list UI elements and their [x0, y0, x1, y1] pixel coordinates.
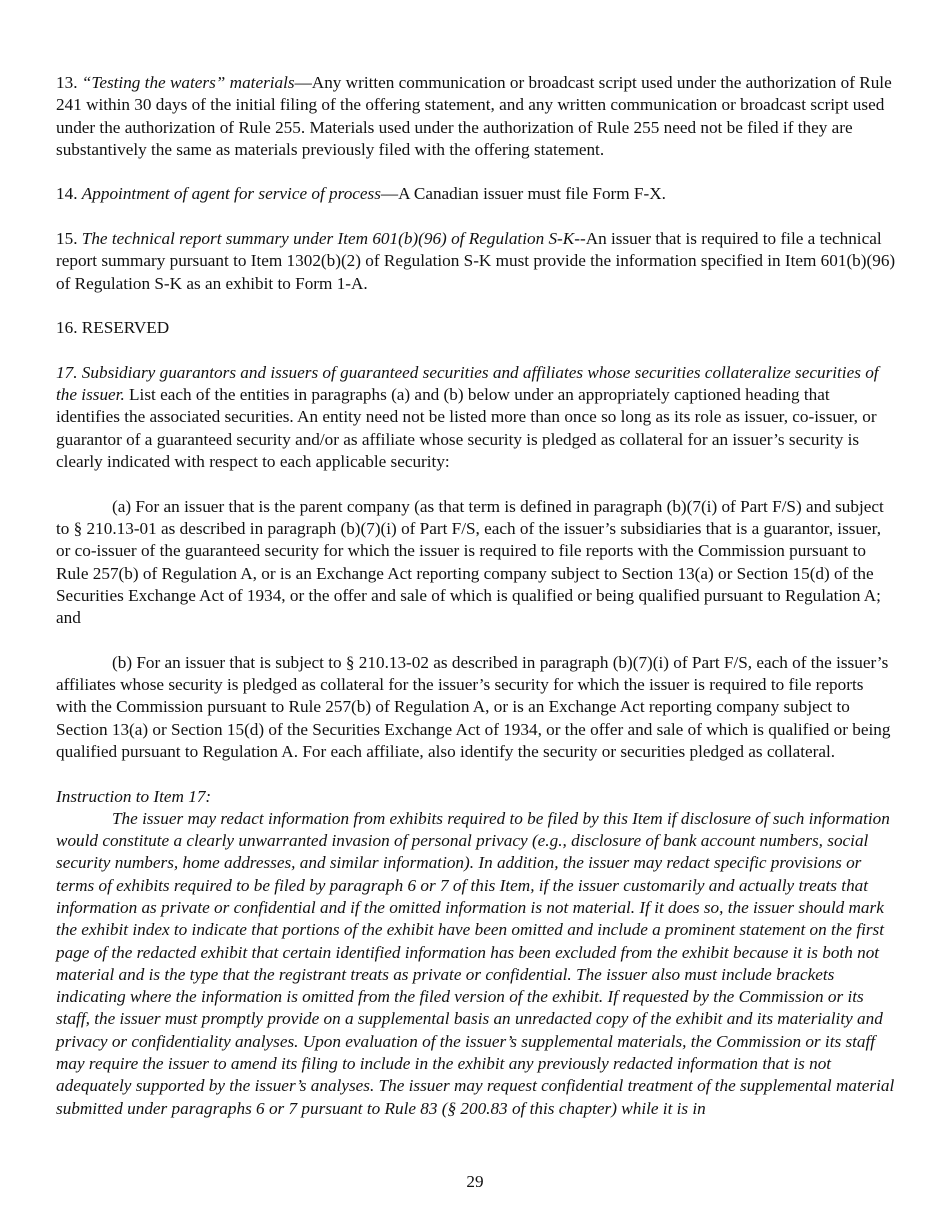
item-15-paragraph	[56, 228, 896, 295]
item-17-text: List each of the entities in paragraphs (a) and (b) below under an appropriately captioned heading that identifies the associated securities. An entity need not be listed more than once so long as its role as issuer, co-issuer, or guarantor of a guaranteed security and/or as affiliate whose security is pledged as collateral for an issuer’s security is clearly indicated with respect to each applicable security:	[56, 385, 877, 472]
item-13-text: —Any written communication or broadcast script used under the authorization of Rule 241 within 30 days of the initial filing of the offering statement, and any written communication or broadcast script used under the authorization of Rule 255. Materials used under the authorization of Rule 255 need not be filed if they are substantively the same as materials previously filed with the offering statement.	[56, 73, 892, 159]
item-13-title: “Testing the waters” materials	[81, 73, 295, 92]
item-15-number: 15.	[56, 229, 82, 249]
instruction-body: The issuer may redact information from exhibits required to be filed by this Item if disclosure of such information would constitute a clearly unwarranted invasion of personal privacy (e.g., disclosure of bank account numbers, social security numbers, home addresses, and similar information). In addition, the issuer may redact specific provisions or terms of exhibits required to be filed by paragraph 6 or 7 of this Item, if the issuer customarily and actually treats that information as private or confidential and if the omitted information is not material. If it does so, the issuer should mark the exhibit index to indicate that portions of the exhibit have been omitted and include a prominent statement on the first page of the redacted exhibit that certain identified information has been excluded from the exhibit because it is both not material and is the type that the registrant treats as private or confidential. The issuer also must include brackets indicating where the information is omitted from the filed version of the exhibit. If requested by the Commission or its staff, the issuer must promptly provide on a supplemental basis an unredacted copy of the exhibit and its materiality and privacy or confidentiality analyses. Upon evaluation of the issuer’s supplemental materials, the Commission or its staff may require the issuer to amend its filing to include in the exhibit any previously redacted information that is not adequately supported by the issuer’s analyses. The issuer may request confidential treatment of the supplemental material submitted under paragraphs 6 or 7 pursuant to Rule 83 (§ 200.83 of this chapter) while it is in	[56, 808, 895, 1118]
instruction-heading: Instruction to Item 17:	[56, 786, 212, 806]
item-16-paragraph: 16. RESERVED	[56, 318, 170, 338]
page-number: 29	[466, 1172, 484, 1191]
item-17-title: 17. Subsidiary guarantors and issuers of guaranteed securities and affiliates whose securities collateralize securities of the issuer.	[56, 362, 879, 405]
item-13-number: 13.	[56, 73, 82, 92]
item-14-text: —A Canadian issuer must file Form F-X.	[380, 184, 666, 204]
item-17-subparagraph-b: (b) For an issuer that is subject to § 210.13-02 as described in paragraph (b)(7)(i) of Part F/S, each of the issuer’s affiliates whose security is pledged as collateral for the issuer’s security for which the issuer is required to file reports with the Commission pursuant to Rule 257(b) of Regulation A, or is an Exchange Act reporting company subject to Section 13(a) or Section 15(d) of the Securities Exchange Act of 1934, or the offer and sale of which is qualified or being qualified pursuant to Regulation A. For each affiliate, also identify the security or securities pledged as collateral.	[56, 652, 891, 761]
item-14-paragraph	[56, 183, 896, 205]
item-17-paragraph	[56, 362, 896, 473]
item-17-subparagraph-a: (a) For an issuer that is the parent company (as that term is defined in paragraph (b)(7(i) of Part F/S) and subject to § 210.13-01 as described in paragraph (b)(7)(i) of Part F/S, each of the issuer’s subsidiaries that is a guarantor, issuer, or co-issuer of the guaranteed security for which the issuer is required to file reports with the Commission pursuant to Rule 257(b) of Regulation A, or is an Exchange Act reporting company subject to Section 13(a) or Section 15(d) of the Securities Exchange Act of 1934, or the offer and sale of which is qualified or being qualified pursuant to Regulation A; and	[56, 496, 884, 628]
item-15-text: --An issuer that is required to file a technical report summary pursuant to Item 1302(b)(2) of Regulation S-K must provide the information specified in Item 601(b)(96) of Regulation S-K as an exhibit to Form 1-A.	[56, 229, 896, 293]
item-13-paragraph	[56, 72, 896, 161]
item-14-number: 14.	[56, 184, 82, 204]
item-15-title: The technical report summary under Item 601(b)(96) of Regulation S-K	[81, 229, 575, 249]
item-14-title: Appointment of agent for service of process	[81, 184, 381, 204]
document-page	[56, 72, 896, 1120]
